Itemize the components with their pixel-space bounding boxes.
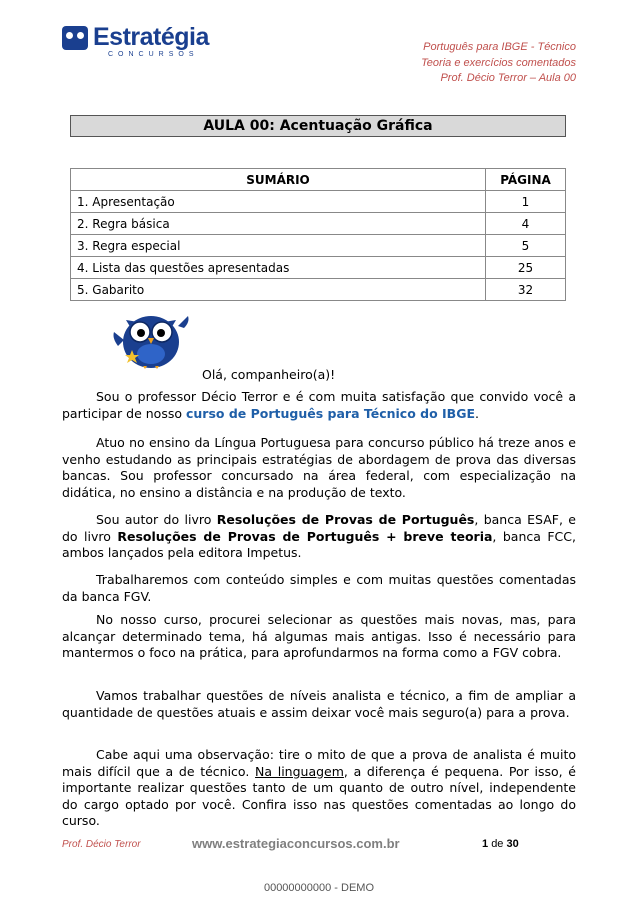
row-label: 5. Gabarito — [71, 279, 486, 301]
paragraph-selection: No nosso curso, procurei selecionar as questões mais novas, mas, para alcançar determinado tema, há algumas mais antigas. Isso é necessário para mantermos o foco na prática, para aprofundarmos na forma como a FGV cobra. — [62, 612, 576, 660]
greeting: Olá, companheiro(a)! — [202, 367, 336, 382]
demo-watermark: 00000000000 - DEMO — [263, 882, 375, 894]
summary-table — [70, 168, 566, 301]
observation-text-a: Cabe aqui uma observação: tire o mito de que a prova de analista é muito mais difícil que a de técnico. — [62, 747, 576, 779]
row-label: 2. Regra básica — [71, 213, 486, 235]
body-text — [62, 512, 576, 562]
page-total: 30 — [506, 838, 519, 850]
table-row — [71, 257, 566, 279]
paragraph-intro — [62, 389, 576, 422]
page-of: de — [491, 838, 504, 850]
course-title: Português para IBGE - Técnico — [423, 41, 576, 53]
body-text — [62, 389, 576, 422]
body-text — [62, 747, 576, 830]
row-label: 3. Regra especial — [71, 235, 486, 257]
col-sumario: SUMÁRIO — [71, 169, 486, 191]
paragraph-observation — [62, 747, 576, 830]
intro-end: . — [475, 405, 479, 421]
row-page: 25 — [486, 257, 566, 279]
page-current: 1 — [482, 838, 489, 850]
table-row — [71, 213, 566, 235]
paragraph-levels: Vamos trabalhar questões de níveis analista e técnico, a fim de ampliar a quantidade de questões atuais e assim deixar você mais seguro(a) para a prova. — [62, 688, 576, 720]
table-row — [71, 191, 566, 213]
row-page: 4 — [486, 213, 566, 235]
books-text-d: , banca FCC, ambos lançados pela editora Impetus. — [62, 528, 576, 560]
row-page: 32 — [486, 279, 566, 301]
col-pagina: PÁGINA — [486, 169, 566, 191]
owl-mascot-icon — [110, 308, 192, 370]
footer-website-link[interactable]: www.estrategiaconcursos.com.br — [192, 836, 400, 851]
books-text-a: Sou autor do livro — [96, 512, 217, 527]
course-subtitle: Teoria e exercícios comentados — [421, 56, 576, 69]
observation-text-b: , a diferença é pequena. Por isso, é importante realizar questões tanto de um quanto de outro nível, independente do cargo optado por você. Confira isso nas questões comentadas ao longo do curso. — [62, 763, 576, 828]
logo-subtitle: CONCURSOS — [108, 51, 199, 58]
book-title-2: Resoluções de Provas de Português + breve teoria — [117, 528, 493, 544]
course-link: curso de Português para Técnico do IBGE — [185, 405, 476, 421]
paragraph-books — [62, 512, 576, 562]
paragraph-experience: Atuo no ensino da Língua Portuguesa para concurso público há treze anos e venho estudando as principais estratégias de abordagem de prova das diversas bancas. Sou professor concursado na área federal, com especialização na didática, no ensino a distância e na produção de texto. — [62, 435, 576, 500]
table-header-row — [71, 169, 566, 191]
lesson-info: Prof. Décio Terror – Aula 00 — [440, 72, 576, 84]
footer-author: Prof. Décio Terror — [62, 839, 141, 850]
row-label: 4. Lista das questões apresentadas — [71, 257, 486, 279]
body-text — [62, 572, 576, 605]
row-page: 1 — [486, 191, 566, 213]
row-label: 1. Apresentação — [71, 191, 486, 213]
header-info — [421, 40, 576, 87]
book-title-1: Resoluções de Provas de Português — [216, 512, 475, 527]
estrategia-logo — [62, 22, 212, 62]
body-text — [62, 612, 576, 662]
row-page: 5 — [486, 235, 566, 257]
body-text — [62, 688, 576, 721]
page-title: AULA 00: Acentuação Gráfica — [70, 115, 566, 137]
table-row — [71, 235, 566, 257]
intro-text: Sou o professor Décio Terror e é com muita satisfação que convido você a participar de nosso — [62, 389, 576, 421]
body-text — [62, 435, 576, 501]
table-row — [71, 279, 566, 301]
page-number — [482, 838, 519, 850]
logo-text: Estratégia — [93, 23, 209, 51]
paragraph-content: Trabalharemos com conteúdo simples e com muitas questões comentadas da banca FGV. — [62, 572, 576, 604]
underlined-term: Na linguagem — [255, 763, 344, 779]
owl-badge-icon — [62, 26, 88, 50]
books-text-c: , banca ESAF, e do livro — [62, 512, 576, 544]
